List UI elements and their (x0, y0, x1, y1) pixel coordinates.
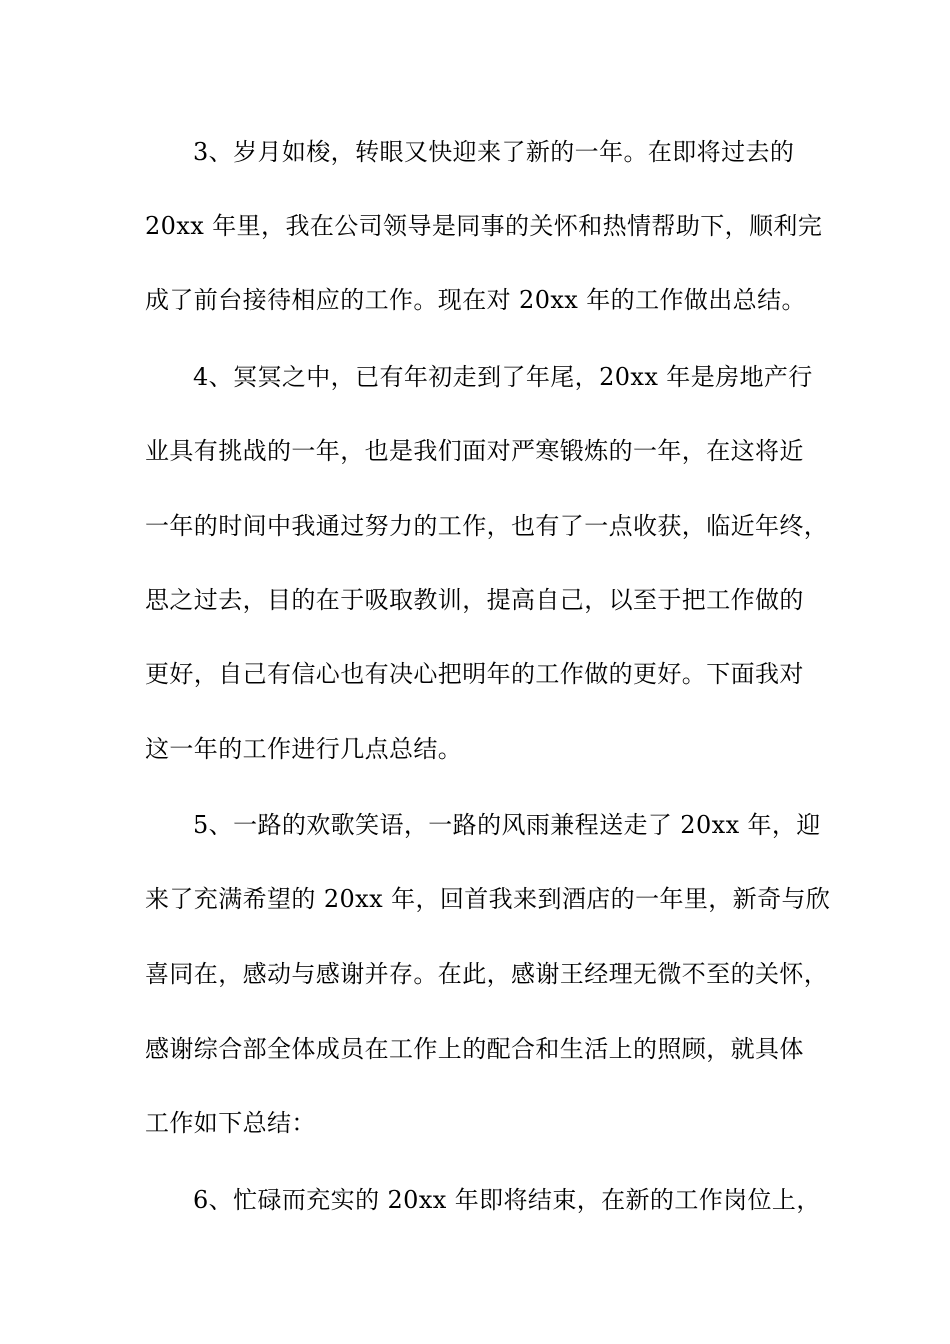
paragraph-4-line-4: 思之过去，目的在于吸取教训，提高自己，以至于把工作做的 (145, 586, 804, 614)
paragraph-5-line-5: 工作如下总结： (145, 1109, 316, 1137)
paragraph-3-line-1: 3、岁月如梭，转眼又快迎来了新的一年。在即将过去的 (193, 138, 795, 166)
paragraph-3-line-2: 20xx 年里，我在公司领导是同事的关怀和热情帮助下，顺利完 (145, 212, 823, 240)
paragraph-6-line-1: 6、忙碌而充实的 20xx 年即将结束，在新的工作岗位上， (193, 1186, 821, 1214)
paragraph-4-line-1: 4、冥冥之中，已有年初走到了年尾，20xx 年是房地产行 (193, 363, 813, 391)
paragraph-5-line-3: 喜同在，感动与感谢并存。在此，感谢王经理无微不至的关怀， (145, 960, 829, 988)
paragraph-4-line-2: 业具有挑战的一年，也是我们面对严寒锻炼的一年，在这将近 (145, 437, 804, 465)
paragraph-4-line-6: 这一年的工作进行几点总结。 (145, 735, 463, 763)
paragraph-5-line-1: 5、一路的欢歌笑语，一路的风雨兼程送走了 20xx 年，迎 (193, 811, 821, 839)
paragraph-4-line-5: 更好，自己有信心也有决心把明年的工作做的更好。下面我对 (145, 660, 804, 688)
paragraph-5-line-2: 来了充满希望的 20xx 年，回首我来到酒店的一年里，新奇与欣 (145, 885, 831, 913)
paragraph-3-line-3: 成了前台接待相应的工作。现在对 20xx 年的工作做出总结。 (145, 286, 806, 314)
paragraph-4-line-3: 一年的时间中我通过努力的工作，也有了一点收获，临近年终， (145, 512, 829, 540)
paragraph-5-line-4: 感谢综合部全体成员在工作上的配合和生活上的照顾，就具体 (145, 1035, 804, 1063)
